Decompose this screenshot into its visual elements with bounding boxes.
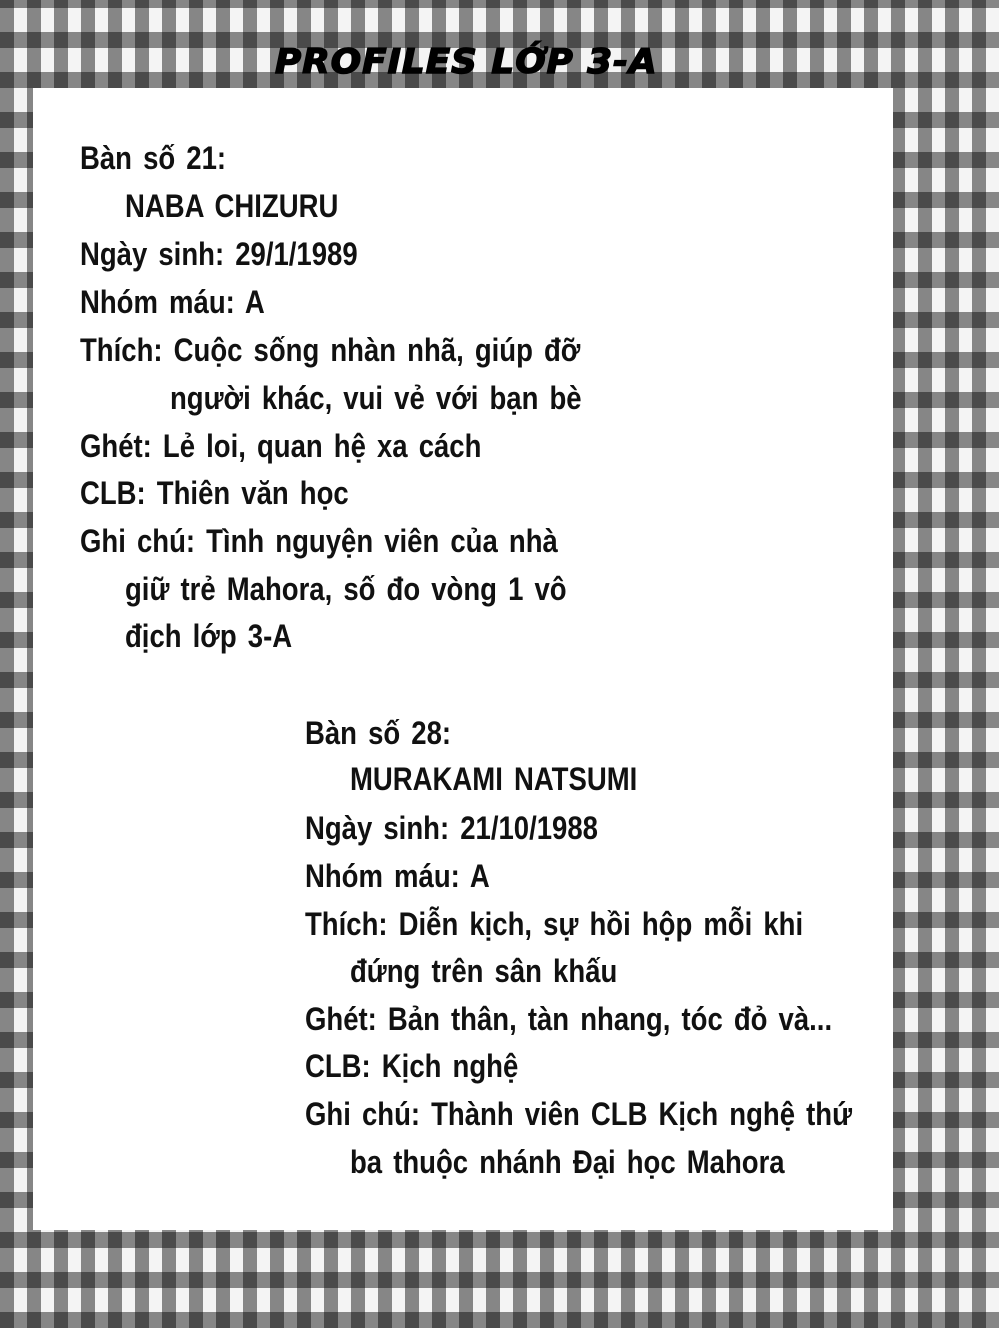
likes: Thích: Diễn kịch, sự hồi hộp mỗi khi	[305, 906, 804, 942]
dislikes: Ghét: Lẻ loi, quan hệ xa cách	[80, 428, 482, 464]
notes-cont: giữ trẻ Mahora, số đo vòng 1 vô	[125, 571, 567, 607]
likes-cont: đứng trên sân khấu	[350, 953, 618, 989]
likes: Thích: Cuộc sống nhàn nhã, giúp đỡ	[80, 332, 581, 368]
blood-type: Nhóm máu: A	[80, 284, 265, 320]
seat-number: Bàn số 21:	[80, 140, 227, 176]
likes-cont: người khác, vui vẻ với bạn bè	[170, 380, 582, 416]
birthday: Ngày sinh: 21/10/1988	[305, 810, 598, 846]
page-title: PROFILES LỚP 3-A	[275, 42, 658, 82]
club: CLB: Kịch nghệ	[305, 1048, 519, 1084]
notes: Ghi chú: Thành viên CLB Kịch nghệ thứ	[305, 1096, 853, 1132]
student-name: NABA CHIZURU	[125, 188, 339, 224]
dislikes: Ghét: Bản thân, tàn nhang, tóc đỏ và...	[305, 1001, 833, 1037]
notes: Ghi chú: Tình nguyện viên của nhà	[80, 523, 558, 559]
student-name: MURAKAMI NATSUMI	[350, 761, 638, 797]
club: CLB: Thiên văn học	[80, 475, 349, 511]
notes-cont: địch lớp 3-A	[125, 618, 293, 654]
birthday: Ngày sinh: 29/1/1989	[80, 236, 358, 272]
seat-number: Bàn số 28:	[305, 715, 452, 751]
blood-type: Nhóm máu: A	[305, 858, 490, 894]
notes-cont: ba thuộc nhánh Đại học Mahora	[350, 1144, 785, 1180]
